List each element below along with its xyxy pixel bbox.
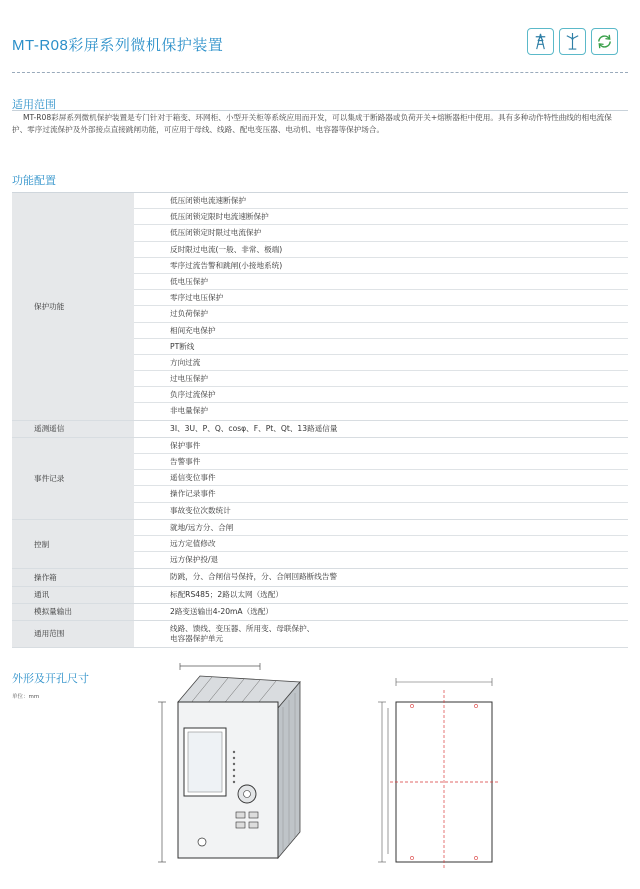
table-values [134, 520, 628, 569]
table-values [134, 421, 628, 437]
table-cell: 标配RS485；2路以太网（选配） [170, 589, 283, 599]
table-cell: 远方保护投/退 [170, 555, 219, 565]
table-values [134, 569, 628, 585]
table-values [134, 621, 628, 647]
table-row [12, 604, 628, 621]
page-title: MT-R08彩屏系列微机保护装置 [12, 37, 224, 54]
section-title-scope: 适用范围 [12, 98, 56, 111]
section-title-function: 功能配置 [12, 174, 56, 187]
table-category: 事件记录 [12, 438, 134, 519]
device-port [198, 838, 206, 846]
table-row [12, 438, 628, 520]
table-cell: 2路变送输出4-20mA（选配） [170, 606, 274, 616]
section-title-dimension: 外形及开孔尺寸 [12, 672, 89, 685]
table-cell: 非电量保护 [170, 406, 208, 416]
section-divider [12, 110, 628, 111]
function-table [12, 192, 628, 648]
table-cell: 防跳，分、合闸信号保持，分、合闸回路断线告警 [170, 572, 338, 582]
cutout-drawing [376, 676, 510, 871]
table-category: 控制 [12, 520, 134, 569]
table-cell: 低压闭锁电流速断保护 [134, 193, 628, 209]
table-cell: 低压闭锁定时限过电流保护 [134, 225, 628, 241]
table-cell: 事故变位次数统计 [170, 505, 231, 515]
tower-icon [527, 28, 554, 55]
table-cell: 过负荷保护 [134, 306, 628, 322]
table-row [12, 193, 628, 421]
table-values [134, 604, 628, 620]
table-cell: 远方定值修改 [134, 536, 628, 552]
header-icons [527, 28, 618, 55]
table-cell: 低压闭锁定限时电流速断保护 [134, 209, 628, 225]
table-cell: PT断线 [134, 339, 628, 355]
table-row [12, 421, 628, 438]
table-category: 遥测遥信 [12, 421, 134, 437]
table-row [12, 569, 628, 586]
table-row [12, 520, 628, 570]
intro-paragraph: MT-R08彩屏系列微机保护装置是专门针对于箱变、环网柜、小型开关柜等系统应用而开发，可以集成于断路器或负荷开关+熔断器柜中使用。具有多种动作特性曲线的相电流保护、零序过流保护及外部接点直接跳闸功能，可应用于母线、线路、配电变压器、电动机、电容器等保护场合。 [12, 113, 612, 135]
table-row [12, 587, 628, 604]
device-drawing [150, 662, 310, 877]
table-cell: 线路、馈线、变压器、所用变、母联保护、 电容器保护单元 [170, 623, 315, 643]
unit-label: 单位：mm [12, 694, 40, 700]
table-cell: 负序过流保护 [134, 387, 628, 403]
header-divider [12, 72, 628, 73]
table-row [12, 621, 628, 648]
table-cell: 零序过电压保护 [134, 290, 628, 306]
wind-turbine-icon [559, 28, 586, 55]
table-values [134, 193, 628, 420]
table-cell: 零序过流告警和跳闸(小接地系统) [134, 258, 628, 274]
table-values [134, 587, 628, 603]
table-category: 通讯 [12, 587, 134, 603]
table-category: 保护功能 [12, 193, 134, 420]
table-category: 通用范围 [12, 621, 134, 647]
recycle-icon [591, 28, 618, 55]
table-cell: 反时限过电流(一般、非常、极端) [134, 242, 628, 258]
table-cell: 3I、3U、P、Q、cosφ、F、Pt、Qt、13路遥信量 [170, 423, 338, 433]
table-cell: 遥信变位事件 [134, 470, 628, 486]
table-cell: 相间充电保护 [134, 323, 628, 339]
table-cell: 操作记录事件 [134, 486, 628, 502]
table-category: 模拟量输出 [12, 604, 134, 620]
table-cell: 保护事件 [134, 438, 628, 454]
table-values [134, 438, 628, 519]
table-cell: 低电压保护 [134, 274, 628, 290]
table-cell: 过电压保护 [134, 371, 628, 387]
table-cell: 告警事件 [134, 454, 628, 470]
table-cell: 方向过流 [134, 355, 628, 371]
table-category: 操作箱 [12, 569, 134, 585]
table-cell: 就地/远方分、合闸 [134, 520, 628, 536]
